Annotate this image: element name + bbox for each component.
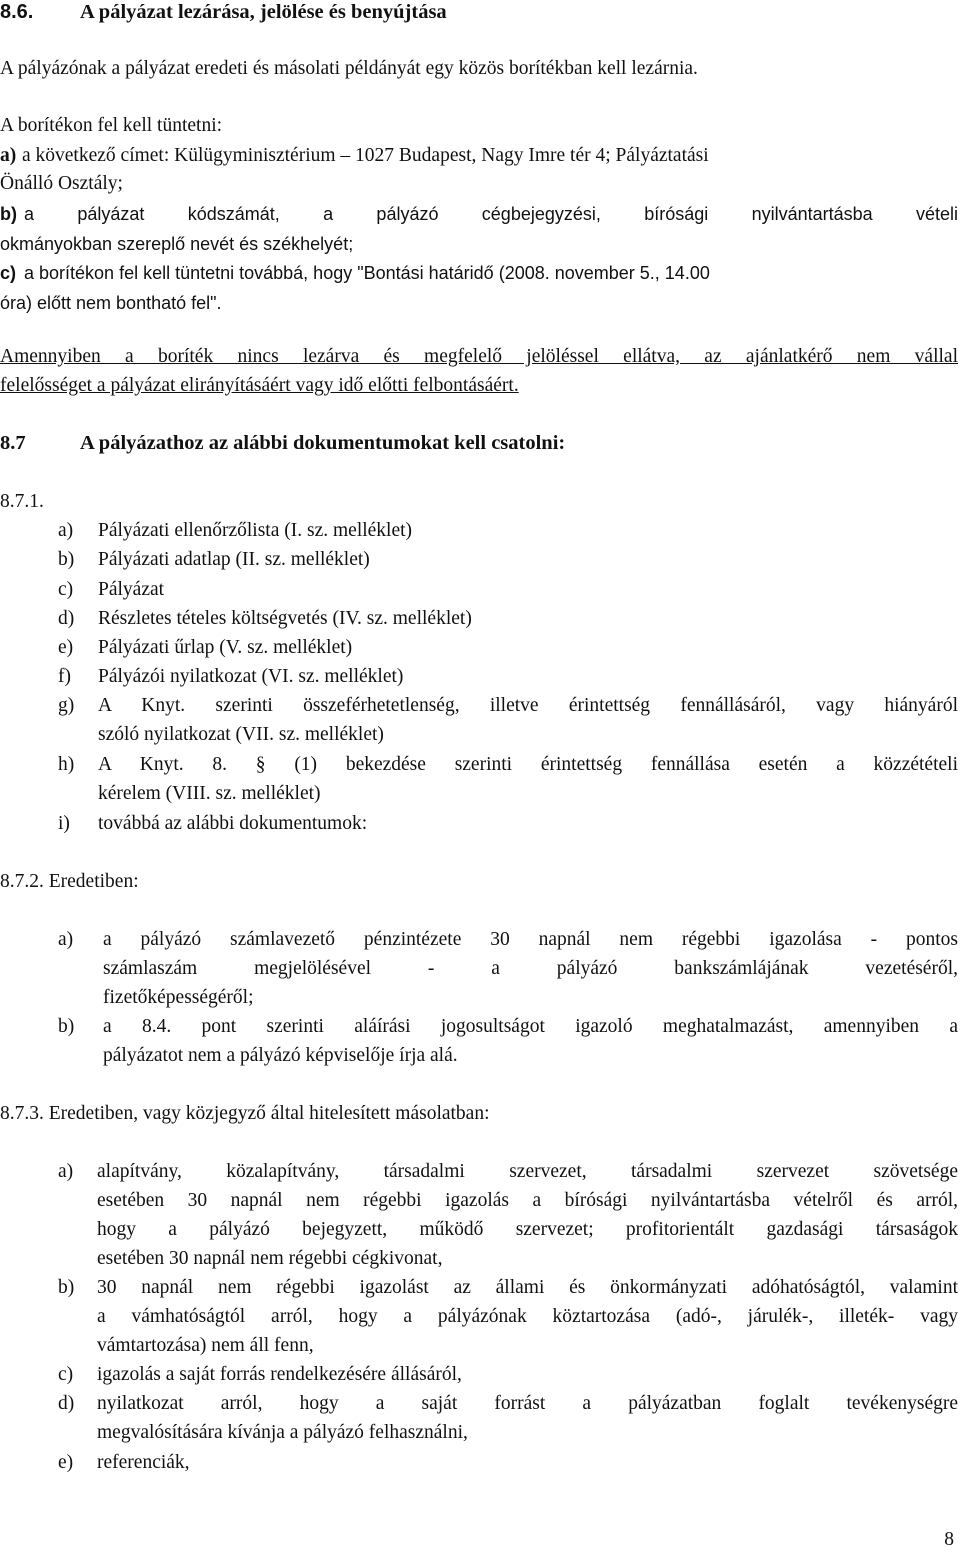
list-item-text: a pályázó számlavezető pénzintézete 30 napnál nem régebbi igazolása - pontos bbox=[103, 929, 958, 950]
list-item-text: számlaszám megjelölésével - a pályázó bankszámlájának vezetéséről, bbox=[103, 958, 958, 979]
item-c-line2: óra) előtt nem bontható fel". bbox=[0, 293, 222, 313]
section-8-7-number: 8.7 bbox=[0, 432, 26, 454]
list-item-text: a vámhatóságtól arról, hogy a pályázónak köztartozása (adó-, járulék-, illeték- vagy bbox=[97, 1306, 958, 1327]
list-item-label: b) bbox=[58, 549, 75, 570]
list-item-text: kérelem (VIII. sz. melléklet) bbox=[98, 783, 321, 804]
list-item-label: f) bbox=[58, 666, 71, 687]
list-item-label: e) bbox=[58, 1452, 74, 1473]
list-item-text: igazolás a saját forrás rendelkezésére állásáról, bbox=[97, 1364, 462, 1385]
section-8-6-number: 8.6. bbox=[0, 1, 34, 23]
list-item-label: d) bbox=[58, 608, 75, 629]
list-item-label: b) bbox=[58, 1277, 75, 1298]
list-item-label: c) bbox=[58, 1364, 74, 1385]
list-item-text: hogy a pályázó bejegyzett, működő szervezet; profitorientált gazdasági társaságok bbox=[97, 1219, 958, 1240]
list-item-text: pályázatot nem a pályázó képviselője írja alá. bbox=[103, 1045, 458, 1066]
warning-line2: felelősséget a pályázat elirányításáért vagy idő előtti felbontásáért. bbox=[0, 375, 519, 396]
section-8-6-intro: A pályázónak a pályázat eredeti és másolati példányát egy közös borítékban kell lezárnia. bbox=[0, 58, 698, 79]
list-item-text: fizetőképességéről; bbox=[103, 987, 254, 1008]
warning-line1: Amennyiben a boríték nincs lezárva és megfelelő jelöléssel ellátva, az ajánlatkérő nem vállal bbox=[0, 346, 958, 367]
section-8-6-envelope-label: A borítékon fel kell tüntetni: bbox=[0, 115, 223, 136]
list-item-label: a) bbox=[58, 929, 74, 950]
list-item-text: a 8.4. pont szerinti aláírási jogosultságot igazoló meghatalmazást, amennyiben a bbox=[103, 1016, 958, 1037]
item-b-label: b) bbox=[0, 204, 17, 224]
list-item-label: e) bbox=[58, 637, 74, 658]
item-b-line2: okmányokban szereplő nevét és székhelyét; bbox=[0, 234, 354, 254]
list-item-text: Pályázói nyilatkozat (VI. sz. melléklet) bbox=[98, 666, 404, 687]
item-c-line1: a borítékon fel kell tüntetni továbbá, hogy "Bontási határidő (2008. november 5., 14.00 bbox=[24, 263, 710, 283]
list-item-text: nyilatkozat arról, hogy a saját forrást a pályázatban foglalt tevékenységre bbox=[97, 1393, 958, 1414]
list-item-text: alapítvány, közalapítvány, társadalmi szervezet, társadalmi szervezet szövetsége bbox=[97, 1161, 958, 1182]
list-item-text: Pályázat bbox=[98, 579, 165, 600]
list-item-text: esetében 30 napnál nem régebbi igazolás a bírósági nyilvántartásba vételről és arról, bbox=[97, 1190, 958, 1211]
sub-8-7-3-label: 8.7.3. Eredetiben, vagy közjegyző által hitelesített másolatban: bbox=[0, 1103, 490, 1124]
item-a-label: a) bbox=[0, 145, 17, 166]
list-item-text: Részletes tételes költségvetés (IV. sz. melléklet) bbox=[98, 608, 472, 629]
list-item-text: A Knyt. 8. § (1) bekezdése szerinti érintettség fennállása esetén a közzétételi bbox=[98, 754, 958, 775]
list-item-label: g) bbox=[58, 695, 75, 716]
sub-8-7-2-label: 8.7.2. Eredetiben: bbox=[0, 871, 139, 892]
list-item-text: Pályázati adatlap (II. sz. melléklet) bbox=[98, 549, 370, 570]
list-item-label: c) bbox=[58, 579, 74, 600]
list-item-text: szóló nyilatkozat (VII. sz. melléklet) bbox=[98, 724, 384, 745]
section-8-6-heading: A pályázat lezárása, jelölése és benyújtása bbox=[80, 1, 447, 23]
page-number: 8 bbox=[944, 1529, 954, 1550]
item-a-line2: Önálló Osztály; bbox=[0, 173, 123, 194]
item-b-line1: a pályázat kódszámát, a pályázó cégbejegyzési, bírósági nyilvántartásba vételi bbox=[24, 204, 958, 224]
list-item-label: b) bbox=[58, 1016, 75, 1037]
item-a-line1: a következő címet: Külügyminisztérium – 1027 Budapest, Nagy Imre tér 4; Pályáztatási bbox=[22, 145, 709, 166]
list-item-text: megvalósítására kívánja a pályázó felhasználni, bbox=[97, 1422, 468, 1443]
list-item-text: A Knyt. szerinti összeférhetetlenség, illetve érintettség fennállásáról, vagy hiányáról bbox=[98, 695, 958, 716]
list-item-text: Pályázati űrlap (V. sz. melléklet) bbox=[98, 637, 353, 658]
list-item-label: d) bbox=[58, 1393, 75, 1414]
list-item-text: vámtartozása) nem áll fenn, bbox=[97, 1335, 314, 1356]
list-item-label: h) bbox=[58, 754, 75, 775]
item-c-label: c) bbox=[0, 263, 17, 283]
list-item-label: a) bbox=[58, 520, 74, 541]
list-item-label: i) bbox=[58, 813, 70, 834]
list-item-text: referenciák, bbox=[97, 1452, 190, 1473]
section-8-7-heading: A pályázathoz az alábbi dokumentumokat kell csatolni: bbox=[80, 432, 566, 454]
list-item-text: Pályázati ellenőrzőlista (I. sz. melléklet) bbox=[98, 520, 413, 541]
list-item-text: esetében 30 napnál nem régebbi cégkivonat, bbox=[97, 1248, 443, 1269]
list-item-text: 30 napnál nem régebbi igazolást az állami és önkormányzati adóhatóságtól, valamint bbox=[97, 1277, 958, 1298]
list-item-label: a) bbox=[58, 1161, 74, 1182]
sub-8-7-1-label: 8.7.1. bbox=[0, 491, 44, 512]
list-item-text: továbbá az alábbi dokumentumok: bbox=[98, 813, 368, 834]
